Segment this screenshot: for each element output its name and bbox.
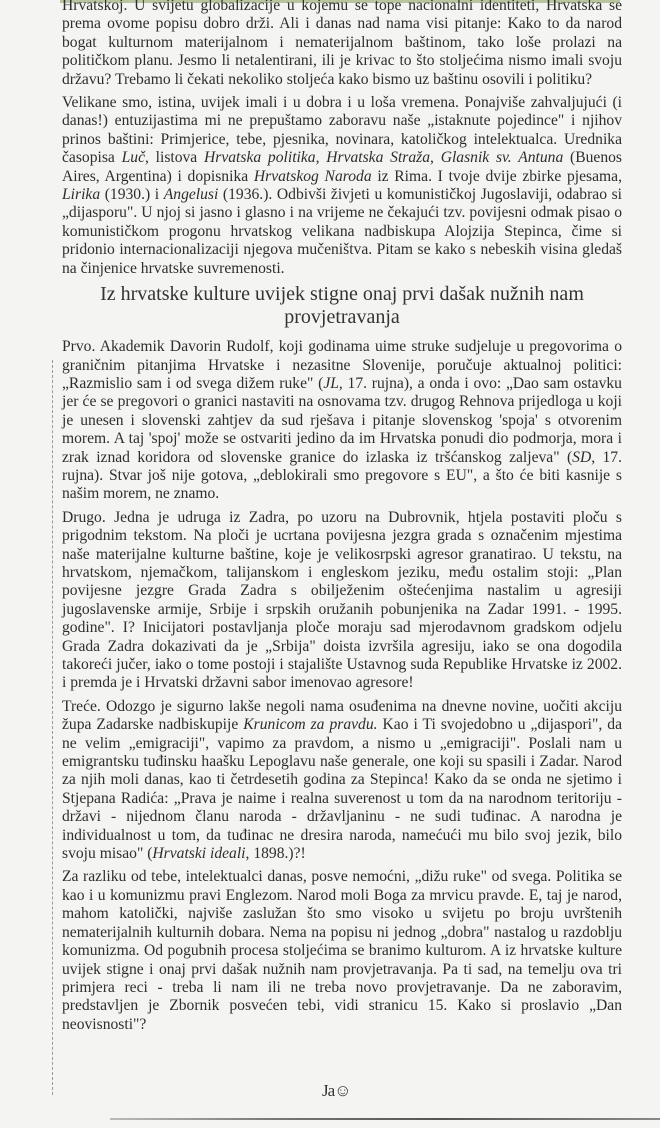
article-column <box>62 0 622 1039</box>
paragraph-velikani <box>62 94 622 278</box>
text: (Buenos Aires, Argentina) i dopisnika <box>62 149 622 185</box>
text: Velikane smo, istina, uvijek imali i u dobra i u loša vremena. Ponajviše zahvaljujući (i danas!) entuzijastima mi ne prepuštamo zaboravu naše „istaknute pojedince" i njihov prinos baštini: Primjerice, tebe, pjesnika, novinara, katoličkog intelektualca. Urednika časopisa <box>62 94 622 167</box>
text: , 17. rujna), a onda i ovo: „Dao sam ostavku jer će se pregovori o granici nastaviti na osnovama tzv. drugog Rehnova prijedloga u koji je unesen i slovenski zahtjev da sud rješava i pitanje slovenskog 'spoja' s otvorenim morem. A taj 'spoj' može se ostvariti jedino da im Hrvatska ponudi dio podmorja, mora i zrak iznad koridora od slovenske granice do izlaska iz tršćanskog zaljeva" ( <box>62 374 622 466</box>
italic-title: Angelusi <box>163 186 219 204</box>
italic-title: Krunicom za pravdu. <box>243 716 378 734</box>
text: , 17. rujna). Stvar još nije gotova, „deblokirali smo pregovore s EU", a što će biti kasnije s našim morem, ne znamo. <box>62 448 622 503</box>
text: Prvo. Akademik Davorin Rudolf, koji godinama uime struke sudjeluje u pregovorima o graničnim pitanjima Hrvatske i nezasitne Slovenije, poručuje aktualnoj politici: „Razmislio sam i od svega dižem ruke" ( <box>62 338 622 392</box>
text: , 1898.)?! <box>245 845 306 863</box>
text: Kao i Ti svojedobno u „dijaspori", da ne velim „emigraciji", vapimo za pravdom, a nismo u „emigraciji". Poslali nam u emigrantsku tuđinsku haašku Lepoglavu naše generale, one koji su spasili i Zadar. Narod za njih moli danas, kao ti četrdesetih godina za Stepinca! Kako da se onda ne sjetimo i Stjepana Radića: „Prava je naime i realna suverenost u tom da na narodnom teritoriju - državi - nijednom članu naroda - državljaninu - ne sudi tuđinac. A narodna je individualnost u tom, da tuđinac ne dresira naroda, namećući mu bilo svoj jezik, bilo svoju misao" ( <box>62 716 622 863</box>
italic-title: Glasnik sv. Antuna <box>440 149 564 167</box>
text: , listova <box>144 149 204 167</box>
text: (1936.). Odbivši živjeti u komunističkoj Jugoslaviji, odabrao si „dijasporu". U njoj si jasno i glasno i na vrijeme ne čekajući tzv. povijesni odmak pisao o komunističkom progonu hrvatskog velikana nadbiskupa Alojzija Stepinca, čime si pridonio internacionalizaciji njegova mučeništva. Pitam se kako s nebeskih visina gledaš na činjenice hrvatske suvremenosti. <box>62 186 623 277</box>
italic-title: Hrvatskog Naroda <box>253 167 372 185</box>
italic-title: Lirika <box>62 186 101 204</box>
text: Treće. Odozgo je sigurno lakše negoli nama osuđenima na dnevne novine, uočiti akciju župa Zadarske nadbiskupije <box>62 697 622 734</box>
text: , <box>430 149 441 167</box>
signature-logo: Ja☺ <box>322 1081 351 1100</box>
italic-source: JL <box>323 374 339 392</box>
text: (1930.) i <box>100 186 164 204</box>
paragraph-drugo: Drugo. Jedna je udruga iz Zadra, po uzoru na Dubrovnik, htjela postaviti ploču s prigodnim tekstom. Na ploči je ucrtana povijesna jezgra grada s označenim mjestima naše materijalne kulturne baštine, koje je velikosrpski agresor granatirao. U tekstu, na hrvatskom, njemačkom, talijanskom i engleskom jeziku, među ostalim stoji: „Plan povijesne jezgre Grada Zadra s obilježenim oštećenjima nastalim u agresiji jugoslavenske armije, Srbije i srpskih oružanih pobunjenika na Zadar 1991. - 1995. godine". I? Inicijatori postavljanja ploče moraju sad mjerodavnom gradskom odjelu Grada Zadra dokazivati da je „Srbija" doista izvršila agresiju, iako se ona dogodila takoreći jučer, iako o tome postoji i stajalište Ustavnog suda Republike Hrvatske iz 2002. i premda je i Hrvatski državni sabor imenovao agresore! <box>62 508 622 692</box>
italic-title: Hrvatska politika, Hrvatska Straža <box>204 149 431 167</box>
text: iz Rima. I tvoje dvije zbirke pjesama, <box>371 167 622 185</box>
section-heading: Iz hrvatske kulture uvijek stigne onaj prvi dašak nužnih nam provjetravanja <box>100 283 584 329</box>
paragraph-prvo <box>62 338 622 504</box>
paragraph-zakljucak: Za razliku od tebe, intelektualci danas, posve nemoćni, „dižu ruke" od svega. Politika se kao i u komunizmu pravi Englezom. Narod moli Boga za mrvicu pravde. E, taj je narod, mahom katolički, najviše zaslužan što smo visoko u svijetu po broju uvrštenih nematerijalnih kulturnih dobara. Nema na popisu ni jednog „dobra" nastalog u razdoblju komunizma. Od pogubnih procesa stoljećima se branimo kulturom. A iz hrvatske kulture uvijek stigne i onaj prvi dašak nužnih nam provjetravanja. Pa ti sad, na temelju ova tri primjera reci - treba li nam ili ne treba novo provjetravanje. Da ne zaboravim, predstavljen je Zbornik posvećen tebi, vidi stranicu 15. Kako si proslavio „Dan neovisnosti"? <box>62 868 622 1033</box>
italic-title: Luč <box>121 149 145 167</box>
page-edge-shadow <box>110 1118 660 1120</box>
italic-title: Hrvatski ideali <box>152 845 246 863</box>
italic-source: SD <box>572 448 592 466</box>
margin-dotted-line <box>52 360 53 1095</box>
paragraph-intro: Hrvatskoj. U svijetu globalizacije u kojemu se tope nacionalni identiteti, Hrvatska se prema ovome popisu dobro drži. Ali i danas nad nama visi pitanje: Kako to da narod bogat kulturnom materijalnom i nematerijalnom baštinom, tako loše prolazi na političkom planu. Jesmo li netalentirani, ili je krivac to što stoljećima nismo imali svoju državu? Trebamo li čekati nekoliko stoljeća kako bismo uz baštinu osovili i politiku? <box>62 0 622 88</box>
paragraph-trece <box>62 698 622 864</box>
